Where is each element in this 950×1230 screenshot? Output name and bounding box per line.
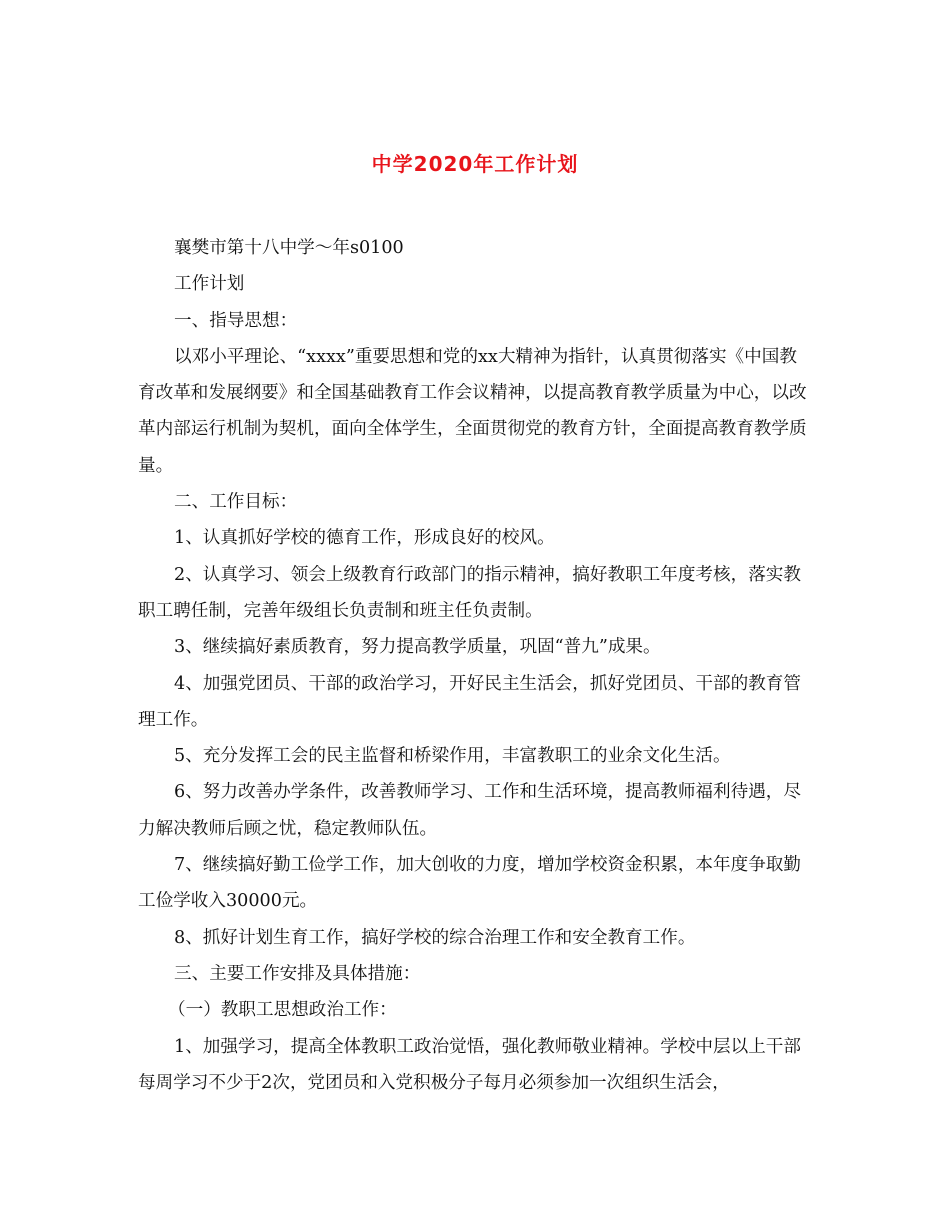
section-heading: 三、主要工作安排及具体措施： (174, 963, 421, 984)
paragraph: 以邓小平理论、“xxxx”重要思想和党的xx大精神为指针，认真贯彻落实《中国教育改革和发展纲要》和全国基础教育工作会议精神，以提高教育教学质量为中心，以改革内部运行机制为契机，面向全体学生，全面贯彻党的教育方针，全面提高教育教学质量。 (138, 346, 807, 476)
subsection-heading: （一）教职工思想政治工作： (168, 1000, 397, 1021)
document-title: 中学2020年工作计划 (371, 152, 579, 176)
list-item: 8、抓好计划生育工作，搞好学校的综合治理工作和安全教育工作。 (174, 927, 696, 948)
list-item: 2、认真学习、领会上级教育行政部门的指示精神，搞好教职工年度考核，落实教职工聘任制，完善年级组长负责制和班主任负责制。 (138, 564, 801, 621)
list-item: 7、继续搞好勤工俭学工作，加大创收的力度，增加学校资金积累，本年度争取勤工俭学收入30000元。 (138, 855, 801, 912)
list-item: 5、充分发挥工会的民主监督和桥梁作用，丰富教职工的业余文化生活。 (174, 746, 731, 767)
list-item: 4、加强党团员、干部的政治学习，开好民主生活会，抓好党团员、干部的教育管理工作。 (138, 673, 801, 730)
list-item: 1、认真抓好学校的德育工作，形成良好的校风。 (174, 528, 555, 549)
list-item: 3、继续搞好素质教育，努力提高教学质量，巩固“普九”成果。 (174, 637, 661, 658)
list-item: 1、加强学习，提高全体教职工政治觉悟，强化教师敬业精神。学校中层以上干部每周学习不少于2次，党团员和入党积极分子每月必须参加一次组织生活会， (138, 1036, 801, 1093)
list-item: 6、努力改善办学条件，改善教师学习、工作和生活环境，提高教师福利待遇，尽力解决教师后顾之忧，稳定教师队伍。 (138, 782, 801, 839)
section-heading: 二、工作目标： (174, 492, 298, 513)
paragraph: 工作计划 (174, 274, 245, 295)
section-heading: 一、指导思想： (174, 310, 298, 331)
paragraph: 襄樊市第十八中学～年s0100 (174, 238, 404, 258)
document-body (138, 230, 814, 1101)
